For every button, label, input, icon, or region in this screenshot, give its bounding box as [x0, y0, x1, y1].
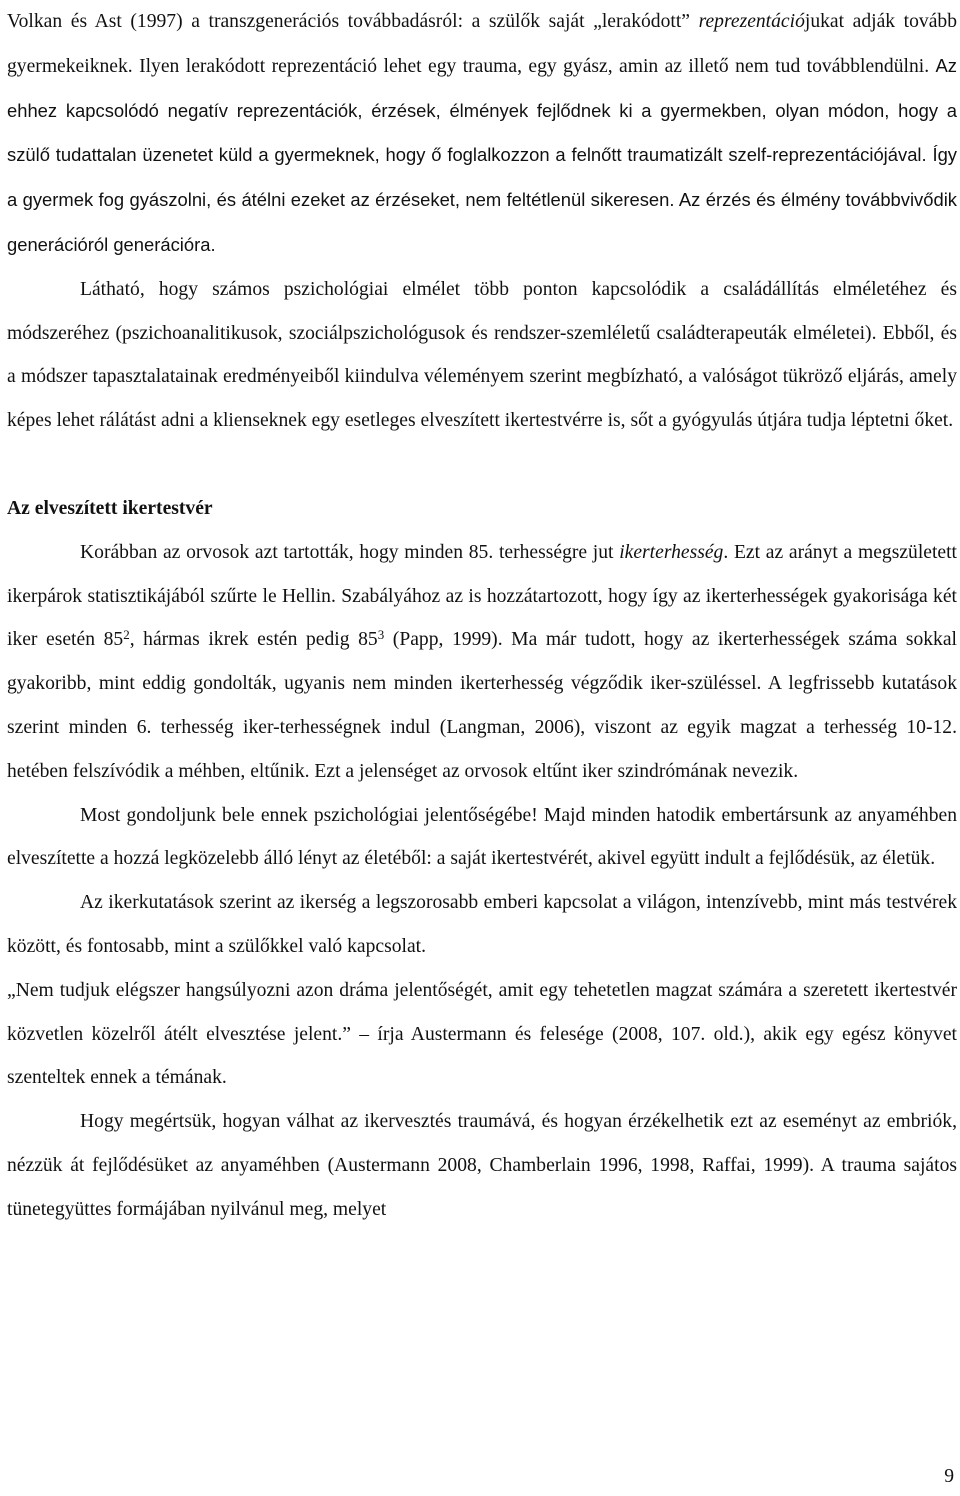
- paragraph-twin-research: Az ikerkutatások szerint az ikerség a legszorosabb emberi kapcsolat a világon, intenzívebb, mint más testvérek között, és fontosabb, mint a szülőkkel való kapcsolat.: [7, 892, 957, 957]
- page-number: 9: [944, 1466, 954, 1487]
- paragraph-embryo-development: Hogy megértsük, hogyan válhat az ikervesztés traumává, és hogyan érzékelhetik ezt az eseményt az embriók, nézzük át fejlődésüket az anyaméhben (Austermann 2008, Chamberlain 1996, 1998, Raffai, 1999). A trauma sajátos tünetegyüttes formájában nyilvánul meg, melyet: [7, 1111, 957, 1220]
- text-run-sans: Az ehhez kapcsolódó negatív reprezentációk, érzések, élmények fejlődnek ki a gyermekben, olyan módon, hogy a szülő tudattalan üzenetet küld a gyermeknek, hogy ő foglalkozzon a felnőtt traumatizált szelf-reprezentációjával. Így a gyermek fog gyászolni, és átélni ezeket az érzéseket, nem feltétlenül sikeresen. Az érzés és élmény továbbvivődik generációról generációra.: [7, 54, 957, 255]
- paragraph-twin-pregnancy: [7, 531, 957, 794]
- section-heading: Az elveszített ikertestvér: [7, 497, 213, 519]
- text-run: . Ezt az arányt a megszületett ikerpárok statisztikájából szűrte le Hellin. Szabályához az is hozzátartozott, hogy így az ikerterhességek gyakorisága két iker esetén 85: [7, 541, 957, 651]
- paragraph-psychological-significance: Most gondoljunk bele ennek pszichológiai jelentőségébe! Majd minden hatodik embertársunk az anyaméhben elveszítette a hozzá legközelebb álló lényt az életéből: a saját ikertestvérét, akivel együtt indult a fejlődésük, az életük.: [7, 804, 957, 870]
- text-run: Korábban az orvosok azt tartották, hogy minden 85. terhességre jut: [80, 541, 620, 563]
- italic-term: reprezentáció: [698, 11, 805, 32]
- superscript: 2: [123, 627, 130, 643]
- text-run: jukat adják tovább gyermekeiknek. Ilyen lerakódott reprezentáció lehet egy trauma, egy gyász, amin az illető nem tud továbblendülni.: [7, 11, 957, 77]
- paragraph-austermann-quote: „Nem tudjuk elégszer hangsúlyozni azon dráma jelentőségét, amit egy tehetetlen magzat számára a szeretett ikertestvér közvetlen közelről átélt elvesztése jelent.” – írja Austermann és felesége (2008, 107. old.), akik egy egész könyvet szenteltek ennek a témának.: [7, 979, 957, 1089]
- italic-term: ikerterhesség: [619, 541, 724, 563]
- text-run: (Papp, 1999). Ma már tudott, hogy az ikerterhességek száma sokkal gyakoribb, mint eddig gondolták, ugyanis nem minden ikerterhesség végződik iker-szüléssel. A legfrissebb kutatások szerint minden 6. terhesség iker-terhességnek indul (Langman, 2006), viszont az egyik magzat a terhesség 10-12. hetében felszívódik a méhben, eltűnik. Ezt a jelenséget az orvosok eltűnt iker szindrómának nevezik.: [7, 629, 957, 782]
- text-run: Volkan és Ast (1997) a transzgenerációs továbbadásról: a szülők saját „lerakódott”: [7, 11, 699, 32]
- superscript: 3: [377, 627, 385, 643]
- paragraph-family-constellation: Látható, hogy számos pszichológiai elmélet több ponton kapcsolódik a családállítás elméletéhez és módszeréhez (pszichoanalitikusok, szociálpszichológusok és rendszer-szemléletű családterapeuták elméletei). Ebből, és a módszer tapasztalatainak eredményeiből kiindulva véleményem szerint megbízható, a valóságot tükröző eljárás, amely képes lehet rálátást adni a klienseknek egy esetleges elveszített ikertestvérre is, sőt a gyógyulás útjára tudja léptetni őket.: [7, 278, 957, 432]
- document-page: [7, 0, 957, 1232]
- paragraph-transgenerational: [7, 0, 957, 268]
- text-run: , hármas ikrek estén pedig 85: [129, 629, 378, 651]
